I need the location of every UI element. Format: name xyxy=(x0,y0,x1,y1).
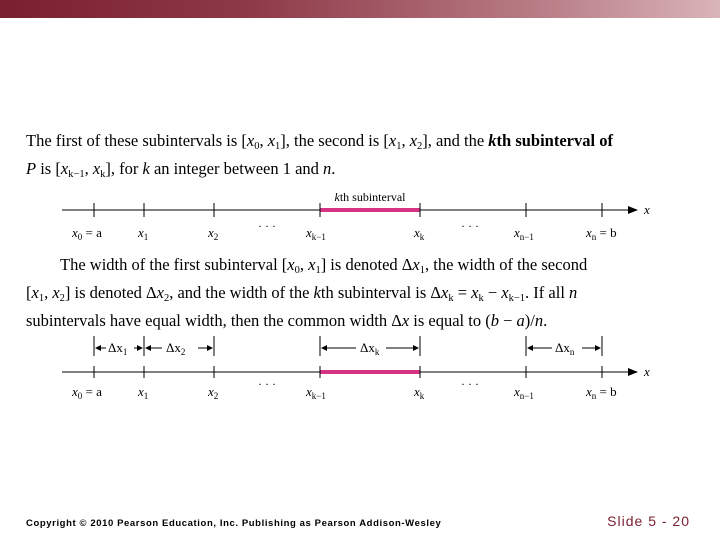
subscript: 0 xyxy=(294,265,300,276)
subscript: 1 xyxy=(275,141,281,152)
arrowhead-icon xyxy=(137,345,143,351)
var: x xyxy=(412,255,420,274)
text: , and the width of the xyxy=(169,283,314,302)
var: x xyxy=(308,255,316,274)
var: P xyxy=(26,159,37,178)
var: x xyxy=(92,159,101,178)
text: th subinterval of xyxy=(496,131,613,150)
tick-label-xk-1: $x_{k-1}$ xyxy=(306,225,326,242)
ellipsis: · · · xyxy=(461,377,479,391)
arrowhead-icon xyxy=(145,345,151,351)
axis-label: x xyxy=(644,202,650,217)
text: ], the second is [ xyxy=(280,131,389,150)
text: an integer between 1 and xyxy=(149,159,324,178)
tick-label-x0: $x_0 = a$ xyxy=(72,384,102,401)
paragraph-line xyxy=(26,158,692,186)
text: = xyxy=(453,283,472,302)
text: is equal to ( xyxy=(409,311,491,330)
tick-label-xk: $x_k$ xyxy=(414,384,425,401)
var: x xyxy=(52,283,60,302)
var: k xyxy=(488,131,497,150)
subscript: k−1 xyxy=(508,293,526,304)
slide-number: Slide 5 - 20 xyxy=(607,513,690,529)
width-label-dx1: $\Delta x_1$ xyxy=(108,340,128,357)
text: The width of the first subinterval [ xyxy=(60,255,288,274)
var: x xyxy=(267,131,276,150)
tick-label-xn: $x_n = b$ xyxy=(586,225,617,242)
subscript: 2 xyxy=(163,293,170,304)
axis-label: x xyxy=(644,364,650,379)
var: n xyxy=(323,159,332,178)
subscript: 2 xyxy=(59,293,65,304)
text: , xyxy=(299,255,309,274)
var: x xyxy=(287,255,295,274)
subscript: 2 xyxy=(417,141,423,152)
subscript: k xyxy=(478,293,484,304)
kth-subinterval-label: kth subinterval xyxy=(334,190,406,204)
subscript: 1 xyxy=(396,141,402,152)
arrowhead-icon xyxy=(321,345,327,351)
tick-label-x0: $x_0 = a$ xyxy=(72,225,102,242)
text: ], for xyxy=(105,159,143,178)
text: , xyxy=(401,131,410,150)
paragraph-widths xyxy=(26,254,692,332)
width-label-dx2: $\Delta x_2$ xyxy=(166,340,186,357)
subscript: 1 xyxy=(38,293,45,304)
var: x xyxy=(156,283,164,302)
copyright-notice: Copyright © 2010 Pearson Education, Inc. Publishing as Pearson Addison-Wesley xyxy=(26,518,442,529)
text: )/ xyxy=(524,311,535,330)
text: [ xyxy=(26,283,32,302)
subscript: k xyxy=(100,169,106,180)
arrowhead-icon xyxy=(207,345,213,351)
tick-label-x1: $x_1$ xyxy=(138,384,149,401)
arrowhead-icon xyxy=(413,345,419,351)
text: , xyxy=(84,159,93,178)
arrowhead-icon xyxy=(95,345,101,351)
width-label-dxk: $\Delta x_k$ xyxy=(360,340,380,357)
tick-label-xn: $x_n = b$ xyxy=(586,384,617,401)
title-bar xyxy=(0,0,720,18)
ellipsis: · · · xyxy=(258,219,276,233)
text: − xyxy=(483,283,502,302)
text: ] is denoted Δ xyxy=(64,283,157,302)
axis-arrow-icon xyxy=(628,368,638,376)
text: . If all xyxy=(525,283,570,302)
var: b xyxy=(490,311,499,330)
tick-label-xk: $x_k$ xyxy=(414,225,425,242)
text: th subinterval is Δ xyxy=(320,283,442,302)
subscript: 0 xyxy=(254,141,260,152)
arrowhead-icon xyxy=(595,345,601,351)
tick-label-x2: $x_2$ xyxy=(208,225,219,242)
var: a xyxy=(516,311,525,330)
width-diagram xyxy=(0,330,720,405)
text: The first of these subintervals is [ xyxy=(26,131,247,150)
var: n xyxy=(534,311,544,330)
var: k xyxy=(313,283,321,302)
var: k xyxy=(142,159,150,178)
var: x xyxy=(501,283,509,302)
partition-diagram xyxy=(0,186,720,248)
subscript: 1 xyxy=(315,265,321,276)
subscript: k−1 xyxy=(68,169,85,180)
axis-arrow-icon xyxy=(628,206,638,214)
var: x xyxy=(471,283,479,302)
paragraph-line xyxy=(26,254,692,282)
var: x xyxy=(388,131,397,150)
var: x xyxy=(401,311,410,330)
paragraph-line xyxy=(26,282,692,310)
tick-label-xn-1: $x_{n-1}$ xyxy=(514,384,534,401)
text: subintervals have equal width, then the common width Δ xyxy=(26,311,402,330)
text: , xyxy=(44,283,53,302)
paragraph-subintervals xyxy=(26,130,692,186)
paragraph-line xyxy=(26,130,692,158)
ellipsis: · · · xyxy=(258,377,276,391)
text: , xyxy=(259,131,268,150)
tick-label-x1: $x_1$ xyxy=(138,225,149,242)
width-label-dxn: $\Delta x_n$ xyxy=(555,340,575,357)
tick-label-xk-1: $x_{k-1}$ xyxy=(306,384,326,401)
var: n xyxy=(569,283,578,302)
var: x xyxy=(246,131,255,150)
subscript: k xyxy=(448,293,454,304)
arrowhead-icon xyxy=(527,345,533,351)
text: ], and the xyxy=(422,131,489,150)
text: ] is denoted Δ xyxy=(320,255,413,274)
var: x xyxy=(31,283,39,302)
tick-label-xn-1: $x_{n-1}$ xyxy=(514,225,534,242)
text: . xyxy=(331,159,336,178)
text: is [ xyxy=(36,159,61,178)
var: x xyxy=(441,283,449,302)
ellipsis: · · · xyxy=(461,219,479,233)
paragraph-line xyxy=(26,310,692,332)
text: . xyxy=(543,311,548,330)
tick-label-x2: $x_2$ xyxy=(208,384,219,401)
subscript: 1 xyxy=(419,265,425,276)
var: x xyxy=(60,159,69,178)
var: x xyxy=(409,131,418,150)
text: − xyxy=(498,311,517,330)
text: , the width of the second xyxy=(424,255,588,274)
